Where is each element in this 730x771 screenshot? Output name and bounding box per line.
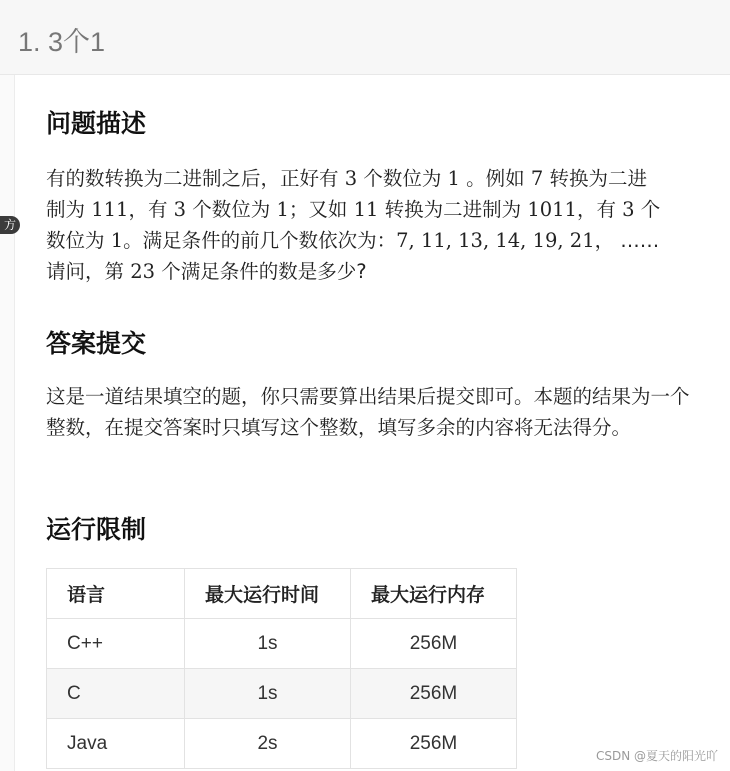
table-row [47, 669, 517, 719]
memory-cell: 256M [351, 669, 517, 719]
time-cell: 1s [185, 619, 351, 669]
left-rail [0, 75, 15, 771]
limits-table [46, 568, 517, 769]
problem-line: 请问，第 23 个满足条件的数是多少? [46, 260, 367, 283]
limits-heading: 运行限制 [46, 515, 147, 544]
table-row [47, 619, 517, 669]
answer-description: 这是一道结果填空的题，你只需要算出结果后提交即可。本题的结果为一个整数，在提交答案时只填写这个整数，填写多余的内容将无法得分。 [46, 385, 690, 439]
column-header-max-time: 最大运行时间 [185, 569, 351, 619]
answer-heading: 答案提交 [46, 329, 147, 358]
language-cell: C++ [47, 619, 185, 669]
watermark: CSDN @夏天的阳光吖 [595, 749, 718, 763]
column-header-language: 语言 [47, 569, 185, 619]
page-header [0, 0, 730, 75]
memory-cell: 256M [351, 719, 517, 769]
table-row [47, 719, 517, 769]
problem-description [46, 163, 704, 287]
problem-heading: 问题描述 [46, 109, 147, 138]
memory-cell: 256M [351, 619, 517, 669]
table-header-row [47, 569, 517, 619]
side-tab[interactable]: 方 [0, 216, 20, 234]
time-cell: 2s [185, 719, 351, 769]
language-cell: Java [47, 719, 185, 769]
page-title: 1. 3个1 [18, 27, 106, 57]
problem-line: 制为 111，有 3 个数位为 1；又如 11 转换为二进制为 1011，有 3 个 [46, 198, 661, 221]
problem-line: 数位为 1。满足条件的前几个数依次为：7, 11, 13, 14, 19, 21， …… [46, 229, 660, 252]
time-cell: 1s [185, 669, 351, 719]
problem-line: 有的数转换为二进制之后，正好有 3 个数位为 1 。例如 7 转换为二进 [46, 167, 647, 190]
column-header-max-memory: 最大运行内存 [351, 569, 517, 619]
language-cell: C [47, 669, 185, 719]
